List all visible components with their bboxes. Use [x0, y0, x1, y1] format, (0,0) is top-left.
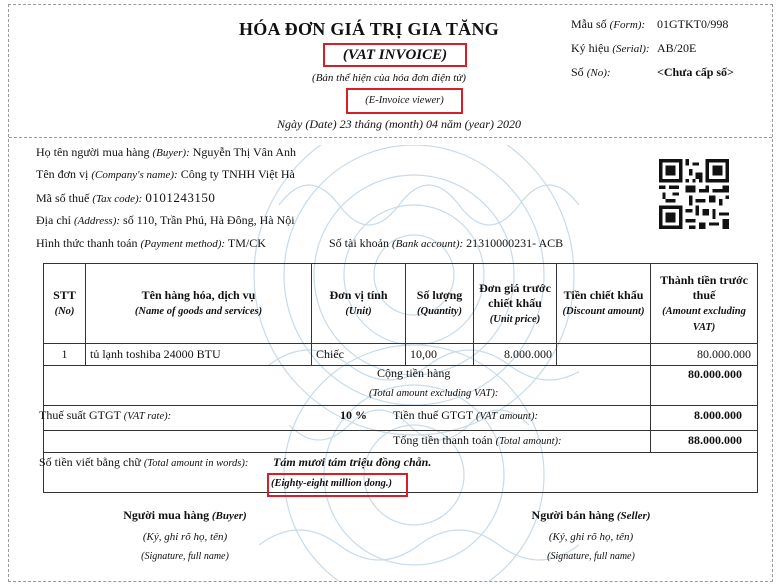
tax-code: 0101243150	[145, 190, 216, 205]
subtotal-label-en: (Total amount excluding VAT):	[369, 388, 499, 399]
invoice-description: (Bản thể hiện của hóa đơn điện tử)	[312, 72, 466, 84]
cell-amount: 80.000.000	[651, 344, 758, 366]
company-row: Tên đơn vị (Company's name): Công ty TNHH Việt Hà	[36, 167, 295, 181]
form-value: 01GTKT0/998	[657, 17, 729, 31]
header-divider	[9, 137, 772, 138]
cell-no: 1	[44, 344, 86, 366]
cell-unit-price: 8.000.000	[474, 344, 557, 366]
invoice-number: Số (No): <Chưa cấp số>	[571, 65, 734, 79]
qr-code-icon	[659, 159, 729, 229]
col-header-unit-price: Đơn giá trước chiết khấu (Unit price)	[474, 264, 557, 344]
invoice-number-value: <Chưa cấp số>	[657, 65, 734, 79]
invoice-date: Ngày (Date) 23 tháng (month) 04 năm (year) 2020	[277, 117, 521, 131]
total-value: 88.000.000	[688, 433, 742, 447]
invoice-title: HÓA ĐƠN GIÁ TRỊ GIA TĂNG	[238, 19, 500, 39]
bank-account: 21310000231- ACB	[466, 236, 564, 250]
buyer-name-row: Họ tên người mua hàng (Buyer): Nguyễn Thị Vân Anh	[36, 145, 296, 159]
col-header-quantity: Số lượng (Quantity)	[406, 264, 474, 344]
col-header-no: STT (No)	[44, 264, 86, 344]
address: số 110, Trần Phú, Hà Đông, Hà Nội	[123, 213, 295, 227]
form-number: Mẫu số (Form): 01GTKT0/998	[571, 17, 729, 31]
amount-in-words-vi: Tám mươi tám triệu đồng chẵn.	[273, 455, 432, 469]
serial-number: Ký hiệu (Serial): AB/20E	[571, 41, 697, 55]
cell-discount	[557, 344, 651, 366]
vat-rate-value: 10 %	[340, 408, 367, 422]
vat-amount-value: 8.000.000	[694, 408, 742, 422]
table-row	[44, 344, 758, 366]
col-header-name: Tên hàng hóa, dịch vụ (Name of goods and services)	[86, 264, 312, 344]
vat-amount-label: Tiền thuế GTGT (VAT amount):	[393, 408, 538, 422]
subtotal-value: 80.000.000	[688, 367, 742, 381]
seller-signature-block: Người bán hàng (Seller) (Ký, ghi rõ họ, tên) (Signature, full name)	[531, 508, 651, 562]
buyer-name: Nguyễn Thị Vân Anh	[192, 145, 296, 159]
vat-rate-label: Thuế suất GTGT (VAT rate):	[39, 408, 172, 422]
address-row: Địa chỉ (Address): số 110, Trần Phú, Hà Đông, Hà Nội	[36, 213, 295, 227]
col-header-amount: Thành tiền trước thuế (Amount excluding VAT)	[651, 264, 758, 344]
table-header-row	[44, 264, 758, 344]
serial-value: AB/20E	[657, 41, 697, 55]
amount-in-words-en: (Eighty-eight million dong.)	[271, 478, 393, 489]
amount-in-words-label: Số tiền viết bằng chữ (Total amount in words):	[39, 455, 249, 469]
total-label: Tổng tiền thanh toán (Total amount):	[393, 433, 562, 447]
subtotal-label: Cộng tiền hàng	[377, 366, 451, 380]
cell-quantity: 10,00	[406, 344, 474, 366]
tax-code-row: Mã số thuế (Tax code): 0101243150	[36, 190, 216, 205]
payment-method-row: Hình thức thanh toán (Payment method): TM/CK	[36, 236, 266, 250]
payment-method: TM/CK	[227, 236, 266, 250]
company-name: Công ty TNHH Việt Hà	[180, 167, 295, 181]
vat-invoice-subtitle: (VAT INVOICE)	[323, 43, 467, 67]
cell-name: tủ lạnh toshiba 24000 BTU	[86, 344, 312, 366]
cell-unit: Chiếc	[312, 344, 406, 366]
invoice-paper	[8, 4, 773, 582]
buyer-signature-block: Người mua hàng (Buyer) (Ký, ghi rõ họ, tên) (Signature, full name)	[123, 508, 247, 562]
bank-account-row: Số tài khoản (Bank account): 21310000231- ACB	[329, 236, 564, 250]
col-header-unit: Đơn vị tính (Unit)	[312, 264, 406, 344]
e-invoice-viewer-label: (E-Invoice viewer)	[346, 88, 463, 114]
col-header-discount: Tiền chiết khấu (Discount amount)	[557, 264, 651, 344]
